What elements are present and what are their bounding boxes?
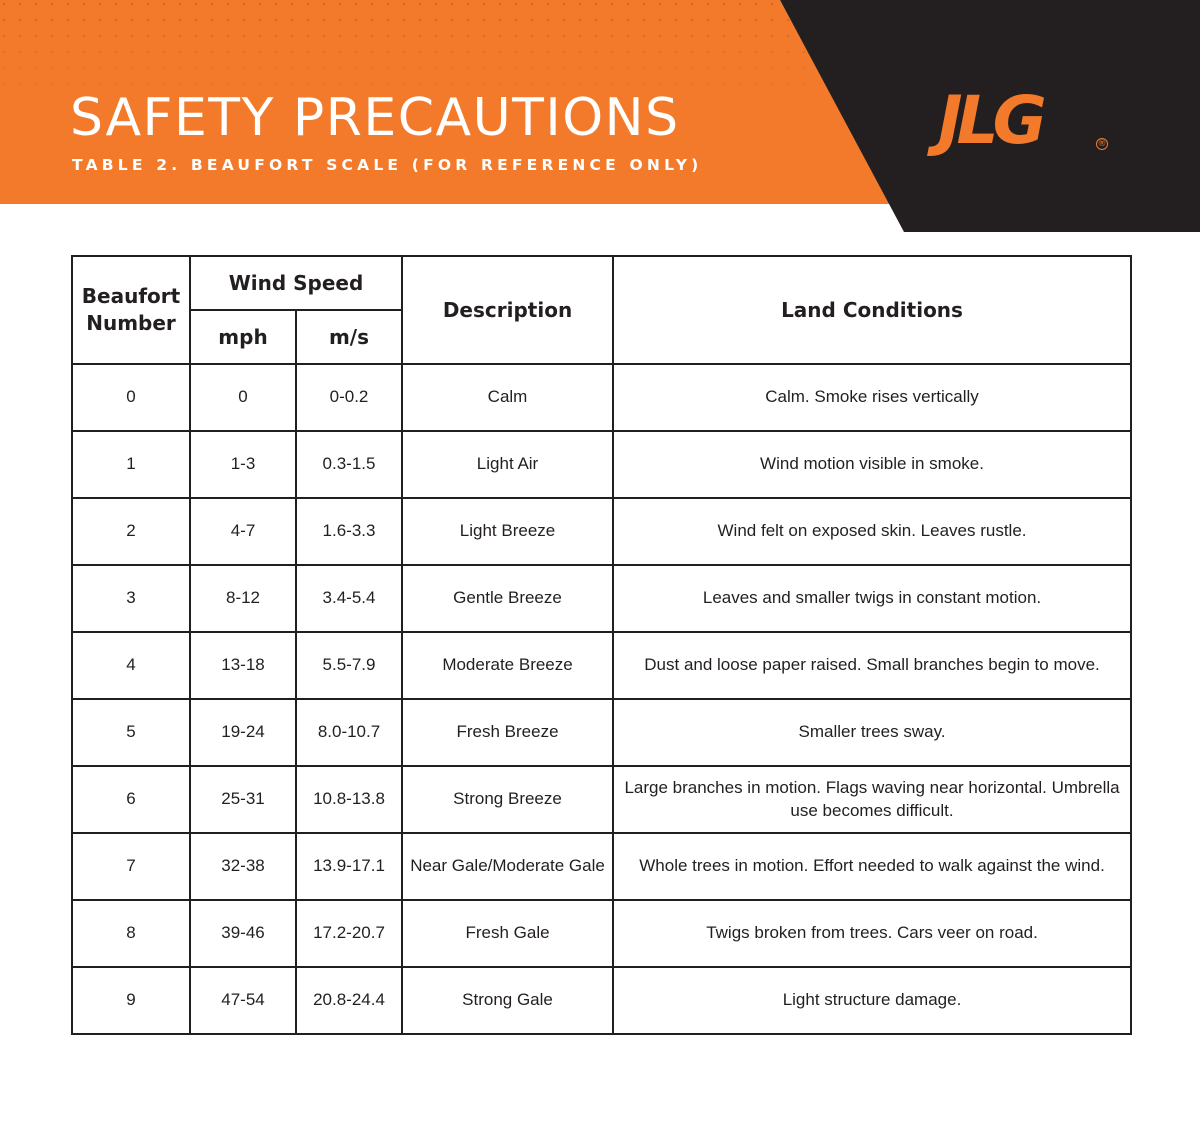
logo-wordmark: JLG xyxy=(938,82,1041,159)
cell-number: 6 xyxy=(72,766,190,833)
cell-mph: 0 xyxy=(190,364,296,431)
cell-mph: 39-46 xyxy=(190,900,296,967)
header-description: Description xyxy=(402,256,613,364)
table-row xyxy=(72,364,1131,431)
jlg-logo xyxy=(938,82,1118,159)
header-ms: m/s xyxy=(296,310,402,364)
table-row xyxy=(72,632,1131,699)
table-caption: TABLE 2. BEAUFORT SCALE (FOR REFERENCE ONLY) xyxy=(72,156,703,174)
table-row xyxy=(72,766,1131,833)
cell-land-conditions: Calm. Smoke rises vertically xyxy=(613,364,1131,431)
cell-description: Strong Gale xyxy=(402,967,613,1034)
table-row xyxy=(72,699,1131,766)
cell-land-conditions: Dust and loose paper raised. Small branches begin to move. xyxy=(613,632,1131,699)
cell-description: Fresh Breeze xyxy=(402,699,613,766)
cell-number: 0 xyxy=(72,364,190,431)
header-wind-speed: Wind Speed xyxy=(190,256,402,310)
cell-description: Fresh Gale xyxy=(402,900,613,967)
table-row xyxy=(72,431,1131,498)
cell-land-conditions: Wind motion visible in smoke. xyxy=(613,431,1131,498)
cell-mph: 25-31 xyxy=(190,766,296,833)
cell-land-conditions: Wind felt on exposed skin. Leaves rustle. xyxy=(613,498,1131,565)
table-row xyxy=(72,900,1131,967)
cell-number: 3 xyxy=(72,565,190,632)
cell-number: 1 xyxy=(72,431,190,498)
header-row xyxy=(72,256,1131,310)
cell-land-conditions: Leaves and smaller twigs in constant motion. xyxy=(613,565,1131,632)
registered-mark: ® xyxy=(1097,139,1107,149)
cell-description: Near Gale/Moderate Gale xyxy=(402,833,613,900)
table-row xyxy=(72,565,1131,632)
table-row xyxy=(72,833,1131,900)
cell-ms: 8.0-10.7 xyxy=(296,699,402,766)
cell-ms: 17.2-20.7 xyxy=(296,900,402,967)
header-mph: mph xyxy=(190,310,296,364)
cell-mph: 19-24 xyxy=(190,699,296,766)
cell-description: Light Air xyxy=(402,431,613,498)
cell-ms: 3.4-5.4 xyxy=(296,565,402,632)
cell-number: 2 xyxy=(72,498,190,565)
cell-description: Strong Breeze xyxy=(402,766,613,833)
cell-mph: 13-18 xyxy=(190,632,296,699)
cell-mph: 1-3 xyxy=(190,431,296,498)
cell-land-conditions: Smaller trees sway. xyxy=(613,699,1131,766)
cell-number: 7 xyxy=(72,833,190,900)
table-row xyxy=(72,498,1131,565)
cell-description: Moderate Breeze xyxy=(402,632,613,699)
cell-ms: 0.3-1.5 xyxy=(296,431,402,498)
cell-land-conditions: Twigs broken from trees. Cars veer on road. xyxy=(613,900,1131,967)
cell-number: 5 xyxy=(72,699,190,766)
header-banner xyxy=(0,0,1200,232)
cell-description: Calm xyxy=(402,364,613,431)
cell-mph: 32-38 xyxy=(190,833,296,900)
cell-number: 9 xyxy=(72,967,190,1034)
cell-land-conditions: Large branches in motion. Flags waving near horizontal. Umbrella use becomes difficult. xyxy=(613,766,1131,833)
cell-land-conditions: Light structure damage. xyxy=(613,967,1131,1034)
cell-description: Gentle Breeze xyxy=(402,565,613,632)
cell-mph: 47-54 xyxy=(190,967,296,1034)
cell-ms: 1.6-3.3 xyxy=(296,498,402,565)
cell-mph: 4-7 xyxy=(190,498,296,565)
header-land-conditions: Land Conditions xyxy=(613,256,1131,364)
cell-ms: 10.8-13.8 xyxy=(296,766,402,833)
cell-ms: 5.5-7.9 xyxy=(296,632,402,699)
page-title: SAFETY PRECAUTIONS xyxy=(70,88,680,148)
cell-number: 4 xyxy=(72,632,190,699)
cell-ms: 0-0.2 xyxy=(296,364,402,431)
header-beaufort-number: Beaufort Number xyxy=(72,256,190,364)
cell-land-conditions: Whole trees in motion. Effort needed to walk against the wind. xyxy=(613,833,1131,900)
cell-mph: 8-12 xyxy=(190,565,296,632)
table-row xyxy=(72,967,1131,1034)
cell-ms: 20.8-24.4 xyxy=(296,967,402,1034)
cell-description: Light Breeze xyxy=(402,498,613,565)
cell-number: 8 xyxy=(72,900,190,967)
cell-ms: 13.9-17.1 xyxy=(296,833,402,900)
beaufort-table xyxy=(71,255,1132,1035)
